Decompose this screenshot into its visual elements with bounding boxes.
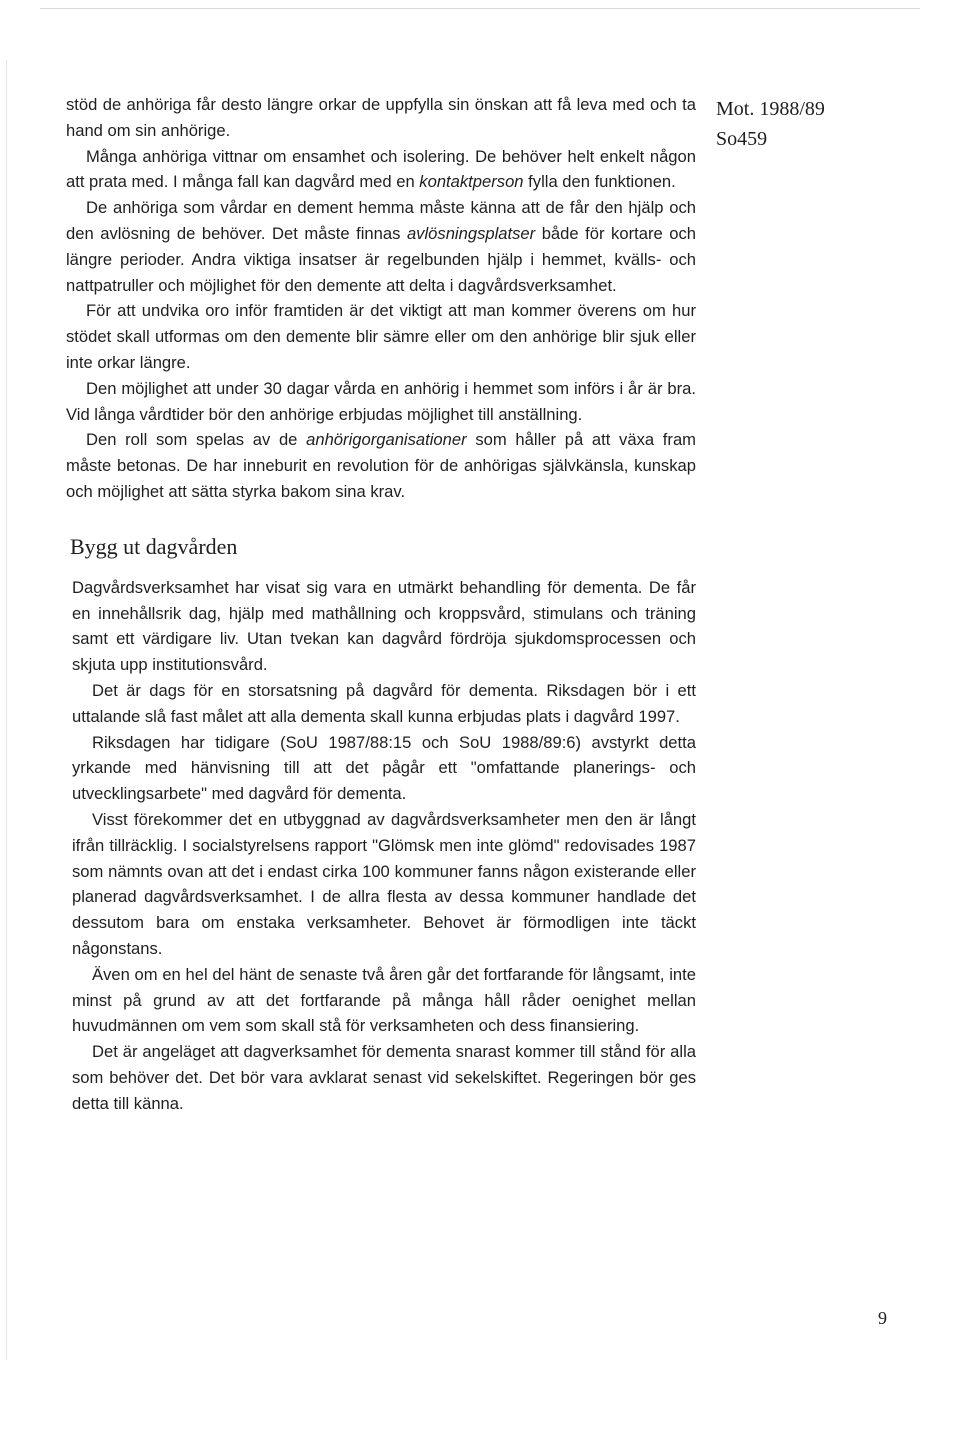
emphasis-kontaktperson: kontaktperson [419,172,524,192]
scan-edge-top [40,8,920,9]
paragraph: Riksdagen har tidigare (SoU 1987/88:15 och SoU 1988/89:6) avstyrkt detta yrkande med hänvisning till att det pågår ett "omfattande planerings- och utvecklingsarbete" med dagvård för dementa. [72,732,696,804]
paragraph [66,144,696,196]
paragraph: Dagvårdsverksamhet har visat sig vara en utmärkt behandling för dementa. De får en innehållsrik dag, hjälp med mathållning och kroppsvård, stimulans och träning samt ett värdigare liv. Utan tvekan kan dagvård fördröja sjukdomsprocessen och skjuta upp institutionsvård. [72,577,696,675]
section-heading: Bygg ut dagvården [70,533,238,559]
emphasis-anhorigorganisationer: anhörigorganisationer [306,430,467,450]
paragraph: Den möjlighet att under 30 dagar vårda en anhörig i hemmet som införs i år är bra. Vid långa vårdtider bör den anhörige erbjudas möjlighet till anställning. [66,378,696,424]
motion-number: Mot. 1988/89 [716,98,825,120]
motion-code: So459 [716,128,768,150]
emphasis-avlosningsplatser: avlösningsplatser [406,223,536,243]
scan-edge-left [6,60,7,1360]
paragraph: För att undvika oro inför framtiden är det viktigt att man kommer överens om hur stödet skall utformas om den demente blir sämre eller om den anhörige blir sjuk eller inte orkar längre. [66,301,696,372]
paragraph: Även om en hel del hänt de senaste två åren går det fortfarande för långsamt, inte minst på grund av att det fortfarande på många håll råder oenighet mellan huvudmännen om vem som skall stå för verksamheten och dess finansiering. [72,964,696,1036]
page-number: 9 [878,1308,887,1328]
main-text-column [66,92,696,1116]
text-run: både för kortare och längre perioder. Andra viktiga insatser är regelbunden hjälp i hemmet, kvälls- och nattpatruller och möjlighet för den demente att delta i dagvårdsverksamhet. [66,223,696,295]
paragraph [66,427,696,504]
paragraph: stöd de anhöriga får desto längre orkar de uppfylla sin önskan att få leva med och ta hand om sin anhörige. [66,95,696,140]
text-run: Den roll som spelas av de [86,430,307,450]
text-run: fylla den funktionen. [523,172,676,192]
paragraph: Det är angeläget att dagverksamhet för dementa snarast kommer till stånd för alla som behöver det. Det bör vara avklarat senast vid sekelskiftet. Regeringen bör ges detta till känna. [72,1042,696,1113]
text-run: Många anhöriga vittnar om ensamhet och isolering. De behöver helt enkelt någon att prata med. I många fall kan dagvård med en [66,146,696,192]
paragraph [66,195,696,298]
section-anhoriga [66,92,696,505]
paragraph: Det är dags för en storsatsning på dagvård för dementa. Riksdagen bör i ett uttalande slå fast målet att alla dementa skall kunna erbjudas plats i dagvård 1997. [72,680,696,726]
section-dagvard [66,575,696,1117]
text-run: som håller på att växa fram måste betonas. De har inneburit en revolution för de anhörigas självkänsla, kunskap och möjlighet att sätta styrka bakom sina krav. [66,430,696,501]
paragraph: Visst förekommer det en utbyggnad av dagvårdsverksamheter men den är långt ifrån tillräcklig. I socialstyrelsens rapport "Glömsk men inte glömd" redovisades 1987 som nämnts ovan att det i endast cirka 100 kommuner fanns någon existerande eller planerad dagvårdsverksamhet. I de allra flesta av dessa kommuner handlade det dessutom bara om enstaka verksamheter. Behovet är förmodligen inte täckt någonstans. [72,809,696,958]
text-run: De anhöriga som vårdar en dement hemma måste känna att de får den hjälp och den avlösning de behöver. Det måste finnas [66,198,696,243]
motion-reference [716,94,825,154]
